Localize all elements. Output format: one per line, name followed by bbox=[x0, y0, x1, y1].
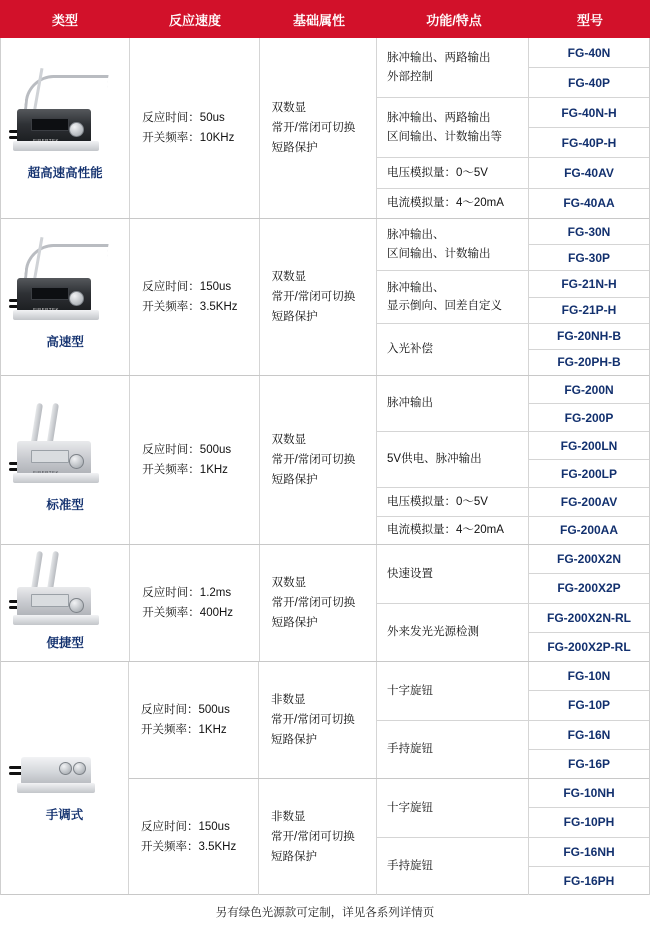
feature-row bbox=[377, 721, 649, 779]
feature-row bbox=[377, 432, 649, 488]
speed-line: 开关频率：10KHz bbox=[142, 132, 235, 144]
model-cell bbox=[529, 271, 649, 322]
feature-cell bbox=[377, 98, 529, 157]
feature-cell bbox=[377, 324, 529, 375]
feature-model-group bbox=[377, 545, 649, 661]
model-code[interactable]: FG-40AV bbox=[564, 165, 614, 180]
feature-row bbox=[377, 517, 649, 545]
base-line: 常开/常闭可切换 bbox=[271, 453, 356, 466]
model-cell bbox=[529, 517, 649, 545]
base-attr-cell bbox=[260, 219, 377, 375]
model-code[interactable]: FG-21N-H bbox=[529, 271, 649, 297]
feature-line: 区间输出、计数输出等 bbox=[387, 130, 502, 143]
speed-line: 反应时间：150us bbox=[142, 280, 232, 293]
feature-cell bbox=[377, 488, 529, 516]
model-code[interactable]: FG-200X2N bbox=[529, 545, 649, 574]
base-attr-cell bbox=[259, 662, 377, 778]
speed-line: 开关频率：1KHz bbox=[142, 464, 228, 476]
model-code[interactable]: FG-200N bbox=[529, 376, 649, 404]
model-code[interactable]: FG-200P bbox=[564, 410, 614, 425]
feature-row bbox=[377, 604, 649, 662]
header-cell-base: 基础属性 bbox=[292, 12, 345, 28]
base-line: 非数显 bbox=[271, 693, 306, 706]
feature-line: 外来发光光源检测 bbox=[387, 626, 479, 639]
table-row bbox=[1, 219, 649, 376]
manual-amplifier-icon bbox=[9, 729, 121, 799]
model-code[interactable]: FG-200AV bbox=[560, 494, 618, 509]
model-code[interactable]: FG-21P-H bbox=[561, 303, 617, 318]
base-line: 双数显 bbox=[271, 101, 307, 114]
type-label: 标准型 bbox=[46, 498, 84, 512]
model-cell bbox=[529, 488, 649, 516]
base-line: 双数显 bbox=[271, 433, 307, 446]
type-label: 手调式 bbox=[45, 808, 84, 822]
feature-line: 脉冲输出、 bbox=[387, 281, 445, 294]
feature-line: 区间输出、计数输出 bbox=[387, 247, 491, 260]
type-cell bbox=[1, 219, 130, 375]
type-cell bbox=[1, 545, 130, 661]
type-cell bbox=[1, 38, 130, 218]
model-cell bbox=[529, 604, 649, 662]
model-cell bbox=[529, 838, 649, 896]
feature-row bbox=[377, 219, 649, 271]
base-line: 短路保护 bbox=[271, 617, 318, 630]
base-attr-cell bbox=[260, 376, 377, 544]
base-line: 短路保护 bbox=[271, 311, 318, 324]
model-cell bbox=[529, 98, 649, 157]
feature-cell bbox=[377, 158, 529, 188]
model-cell bbox=[529, 721, 649, 779]
table-header-row bbox=[0, 0, 650, 38]
model-code[interactable]: FG-200LN bbox=[529, 432, 649, 460]
feature-cell bbox=[377, 38, 529, 97]
model-code[interactable]: FG-10N bbox=[529, 662, 649, 691]
feature-row bbox=[377, 662, 649, 721]
feature-line: 快速设置 bbox=[387, 567, 433, 580]
type-cell bbox=[1, 376, 130, 544]
feature-row bbox=[377, 779, 649, 838]
base-line: 常开/常闭可切换 bbox=[271, 713, 355, 726]
model-cell bbox=[529, 432, 649, 487]
feature-line: 电流模拟量：4～20mA bbox=[387, 197, 504, 210]
speed-line: 反应时间：50us bbox=[142, 111, 225, 124]
manual-subrows bbox=[129, 662, 649, 894]
speed-line: 反应时间：500us bbox=[141, 703, 230, 716]
table-subrow bbox=[129, 779, 649, 895]
feature-model-group bbox=[377, 219, 649, 375]
feature-line: 5V供电、脉冲输出 bbox=[387, 453, 482, 466]
model-code[interactable]: FG-10NH bbox=[529, 779, 649, 808]
speed-line: 反应时间：500us bbox=[142, 443, 232, 456]
fiber-amplifier-dark-icon bbox=[9, 71, 121, 157]
model-code[interactable]: FG-200X2N-RL bbox=[529, 604, 649, 633]
model-code[interactable]: FG-30P bbox=[567, 250, 610, 265]
feature-row bbox=[377, 376, 649, 432]
speed-line: 开关频率：400Hz bbox=[142, 607, 234, 619]
model-code[interactable]: FG-200X2P bbox=[557, 581, 621, 596]
speed-cell bbox=[130, 219, 259, 375]
fiber-amplifier-dark-icon bbox=[9, 240, 121, 326]
model-cell bbox=[529, 189, 649, 219]
feature-cell bbox=[377, 189, 529, 219]
model-code[interactable]: FG-20PH-B bbox=[557, 355, 621, 370]
base-line: 短路保护 bbox=[271, 474, 318, 487]
base-line: 常开/常闭可切换 bbox=[271, 121, 356, 134]
model-cell bbox=[529, 324, 649, 375]
speed-line: 开关频率：3.5KHz bbox=[142, 301, 238, 313]
model-code[interactable]: FG-16PH bbox=[563, 873, 615, 888]
model-cell bbox=[529, 662, 649, 720]
base-attr-cell bbox=[259, 779, 377, 895]
feature-line: 十字旋钮 bbox=[387, 684, 433, 697]
base-line: 短路保护 bbox=[271, 851, 317, 864]
model-code[interactable]: FG-16N bbox=[529, 721, 649, 750]
model-code[interactable]: FG-40P bbox=[567, 75, 610, 90]
feature-row bbox=[377, 189, 649, 219]
feature-row bbox=[377, 38, 649, 98]
feature-line: 显示倒向、回差自定义 bbox=[387, 299, 502, 312]
model-code[interactable]: FG-30N bbox=[529, 219, 649, 245]
feature-row bbox=[377, 158, 649, 189]
model-code[interactable]: FG-40N bbox=[529, 38, 649, 68]
feature-cell bbox=[377, 604, 529, 662]
speed-cell bbox=[129, 662, 259, 778]
feature-line: 手持旋钮 bbox=[387, 860, 433, 873]
speed-cell bbox=[129, 779, 259, 895]
feature-row bbox=[377, 545, 649, 604]
model-code[interactable]: FG-10P bbox=[567, 698, 610, 713]
model-code[interactable]: FG-16NH bbox=[529, 838, 649, 867]
feature-line: 外部控制 bbox=[387, 70, 433, 83]
footer-note: 另有绿色光源款可定制，详见各系列详情页 bbox=[215, 907, 435, 919]
fiber-amplifier-light-icon bbox=[9, 403, 121, 489]
feature-cell bbox=[377, 376, 529, 431]
base-line: 短路保护 bbox=[271, 142, 318, 155]
feature-cell bbox=[377, 271, 529, 322]
table-row bbox=[1, 545, 649, 662]
feature-line: 入光补偿 bbox=[387, 343, 433, 356]
base-line: 短路保护 bbox=[271, 734, 317, 747]
model-code[interactable]: FG-16P bbox=[567, 756, 610, 771]
model-code[interactable]: FG-20NH-B bbox=[529, 324, 649, 350]
model-cell bbox=[529, 219, 649, 270]
feature-cell bbox=[377, 721, 529, 779]
model-cell bbox=[529, 545, 649, 603]
table-subrow bbox=[129, 662, 649, 779]
model-cell bbox=[529, 779, 649, 837]
feature-model-group bbox=[377, 376, 649, 544]
model-code[interactable]: FG-40AA bbox=[563, 196, 615, 211]
fiber-amplifier-light-icon bbox=[9, 551, 121, 627]
type-label: 高速型 bbox=[46, 335, 84, 349]
model-code[interactable]: FG-200X2P-RL bbox=[547, 639, 631, 654]
speed-line: 反应时间：150us bbox=[141, 820, 230, 833]
type-cell bbox=[1, 662, 129, 894]
speed-line: 开关频率：1KHz bbox=[141, 724, 227, 736]
base-line: 常开/常闭可切换 bbox=[271, 596, 356, 609]
model-code[interactable]: FG-10PH bbox=[563, 815, 615, 830]
header-cell-features: 功能/特点 bbox=[426, 12, 482, 28]
feature-line: 手持旋钮 bbox=[387, 743, 433, 756]
feature-model-group bbox=[377, 779, 649, 895]
base-line: 非数显 bbox=[271, 810, 306, 823]
speed-line: 反应时间：1.2ms bbox=[142, 586, 232, 599]
model-code[interactable]: FG-40P-H bbox=[561, 135, 617, 150]
model-cell bbox=[529, 158, 649, 188]
feature-line: 脉冲输出、两路输出 bbox=[387, 52, 491, 65]
speed-line: 开关频率：3.5KHz bbox=[141, 841, 237, 853]
model-code[interactable]: FG-200LP bbox=[560, 466, 617, 481]
feature-line: 电压模拟量：0～5V bbox=[387, 495, 488, 508]
speed-cell bbox=[130, 545, 259, 661]
feature-cell bbox=[377, 662, 529, 720]
feature-cell bbox=[377, 219, 529, 270]
feature-cell bbox=[377, 432, 529, 487]
type-label: 超高速高性能 bbox=[27, 166, 103, 180]
feature-line: 脉冲输出、两路输出 bbox=[387, 112, 491, 125]
table-row bbox=[1, 376, 649, 545]
base-line: 双数显 bbox=[271, 576, 307, 589]
feature-cell bbox=[377, 517, 529, 545]
feature-cell bbox=[377, 838, 529, 896]
model-cell bbox=[529, 376, 649, 431]
base-line: 双数显 bbox=[271, 270, 307, 283]
feature-row bbox=[377, 271, 649, 323]
model-cell bbox=[529, 38, 649, 97]
base-attr-cell bbox=[260, 38, 377, 218]
table-row bbox=[1, 662, 649, 895]
speed-cell bbox=[130, 376, 259, 544]
header-cell-speed: 反应速度 bbox=[168, 12, 221, 28]
feature-model-group bbox=[377, 38, 649, 218]
feature-line: 脉冲输出 bbox=[387, 397, 433, 410]
header-cell-type: 类型 bbox=[51, 12, 78, 28]
feature-row bbox=[377, 324, 649, 375]
model-code[interactable]: FG-200AA bbox=[559, 523, 618, 538]
feature-model-group bbox=[377, 662, 649, 778]
table-row bbox=[1, 38, 649, 219]
feature-cell bbox=[377, 779, 529, 837]
type-label: 便捷型 bbox=[46, 636, 84, 650]
feature-row bbox=[377, 98, 649, 158]
table-body bbox=[0, 38, 650, 895]
feature-cell bbox=[377, 545, 529, 603]
feature-line: 十字旋钮 bbox=[387, 801, 433, 814]
model-code[interactable]: FG-40N-H bbox=[529, 98, 649, 128]
feature-line: 电流模拟量：4～20mA bbox=[387, 524, 504, 537]
feature-row bbox=[377, 838, 649, 896]
base-line: 常开/常闭可切换 bbox=[271, 830, 355, 843]
speed-cell bbox=[130, 38, 259, 218]
base-attr-cell bbox=[260, 545, 377, 661]
header-cell-model: 型号 bbox=[576, 12, 603, 28]
feature-line: 电压模拟量：0～5V bbox=[387, 166, 488, 179]
feature-row bbox=[377, 488, 649, 517]
feature-line: 脉冲输出、 bbox=[387, 229, 445, 242]
base-line: 常开/常闭可切换 bbox=[271, 290, 356, 303]
